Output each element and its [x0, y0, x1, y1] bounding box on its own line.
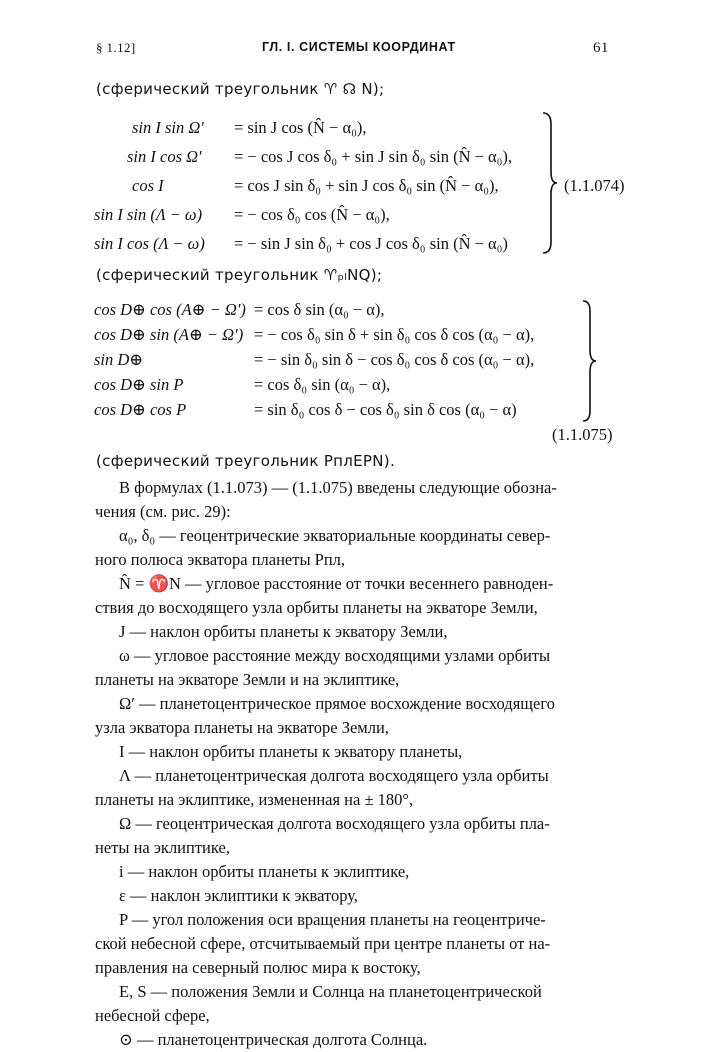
text-line: ε — наклон эклиптики к экватору,: [119, 886, 359, 905]
text-line: ской небесной сфере, отсчитываемый при центре планеты от на-: [95, 934, 551, 953]
equation-lhs: cos D⊕ cos P: [94, 400, 187, 419]
triangle-caption-3: (сферический треугольник PплEPN).: [96, 452, 396, 470]
equation-number: (1.1.075): [552, 425, 613, 444]
page-number: 61: [593, 40, 609, 56]
section-marker: § 1.12]: [96, 40, 136, 55]
text-line: небесной сфере,: [95, 1006, 210, 1025]
text-line: E, S — положения Земли и Солнца на планетоцентрической: [119, 982, 542, 1001]
equation-rhs: = − cos δ₀ cos (N̂ − α₀),: [234, 205, 390, 224]
equation-rhs: = − cos J cos δ₀ + sin J sin δ₀ sin (N̂ − α₀),: [234, 147, 513, 166]
text-line: i — наклон орбиты планеты к эклиптике,: [119, 862, 410, 881]
text-line: В формулах (1.1.073) — (1.1.075) введены следующие обозна-: [119, 478, 557, 497]
definitions-paragraph: [95, 476, 627, 1052]
text-line: N̂ = ♈N — угловое расстояние от точки весеннего равноден-: [119, 574, 554, 593]
equation-rhs: = sin J cos (N̂ − α₀),: [234, 118, 367, 137]
text-line: α₀, δ₀ — геоцентрические экваториальные координаты север-: [119, 526, 551, 545]
equation-number: (1.1.074): [564, 176, 625, 195]
equation-rhs: = − sin J sin δ₀ + cos J cos δ₀ sin (N̂ − α₀): [234, 234, 508, 253]
right-brace-icon: [540, 112, 558, 254]
triangle-caption-1: (сферический треугольник ♈ ☊ N);: [96, 80, 385, 98]
text-line: узла экватора планеты на экваторе Земли,: [95, 718, 389, 737]
equation-lhs: cos I: [132, 176, 164, 195]
text-line: ного полюса экватора планеты Pпл,: [95, 550, 346, 569]
equation-lhs: cos D⊕ cos (A⊕ − Ω′): [94, 300, 246, 319]
chapter-title: ГЛ. I. СИСТЕМЫ КООРДИНАТ: [262, 40, 456, 54]
equation-lhs: sin I sin (Λ − ω): [94, 205, 203, 224]
text-line: P — угол положения оси вращения планеты на геоцентриче-: [119, 910, 546, 929]
equation-lhs: sin I cos Ω′: [127, 147, 202, 166]
equation-rhs: = cos J sin δ₀ + sin J cos δ₀ sin (N̂ − α₀),: [234, 176, 499, 195]
text-line: I — наклон орбиты планеты к экватору планеты,: [119, 742, 463, 761]
equation-lhs: cos D⊕ sin P: [94, 375, 184, 394]
equation-lhs: sin I sin Ω′: [132, 118, 204, 137]
text-line: неты на эклиптике,: [95, 838, 230, 857]
text-line: Λ — планетоцентрическая долгота восходящего узла орбиты: [119, 766, 549, 785]
equation-lhs: sin D⊕: [94, 350, 144, 369]
text-line: Ω′ — планетоцентрическое прямое восхождение восходящего: [119, 694, 555, 713]
equation-rhs: = cos δ₀ sin (α₀ − α),: [254, 375, 391, 394]
text-line: планеты на эклиптике, измененная на ± 180°,: [95, 790, 414, 809]
equation-rhs: = cos δ sin (α₀ − α),: [254, 300, 385, 319]
equation-rhs: = sin δ₀ cos δ − cos δ₀ sin δ cos (α₀ − α): [254, 400, 517, 419]
equation-lhs: sin I cos (Λ − ω): [94, 234, 205, 253]
text-line: J — наклон орбиты планеты к экватору Земли,: [119, 622, 448, 641]
right-brace-icon: [580, 300, 598, 422]
triangle-caption-2: (сферический треугольник ♈ₚₗNQ);: [96, 266, 383, 284]
text-line: ⊙ — планетоцентрическая долгота Солнца.: [119, 1030, 428, 1049]
equation-rhs: = − cos δ₀ sin δ + sin δ₀ cos δ cos (α₀ − α),: [254, 325, 535, 344]
text-line: чения (см. рис. 29):: [95, 502, 231, 521]
text-line: ω — угловое расстояние между восходящими узлами орбиты: [119, 646, 551, 665]
equation-rhs: = − sin δ₀ sin δ − cos δ₀ cos δ cos (α₀ − α),: [254, 350, 535, 369]
text-line: ствия до восходящего узла орбиты планеты на экваторе Земли,: [95, 598, 538, 617]
text-line: планеты на экваторе Земли и на эклиптике,: [95, 670, 400, 689]
equation-lhs: cos D⊕ sin (A⊕ − Ω′): [94, 325, 244, 344]
text-line: правления на северный полюс мира к востоку,: [95, 958, 421, 977]
text-line: Ω — геоцентрическая долгота восходящего узла орбиты пла-: [119, 814, 550, 833]
